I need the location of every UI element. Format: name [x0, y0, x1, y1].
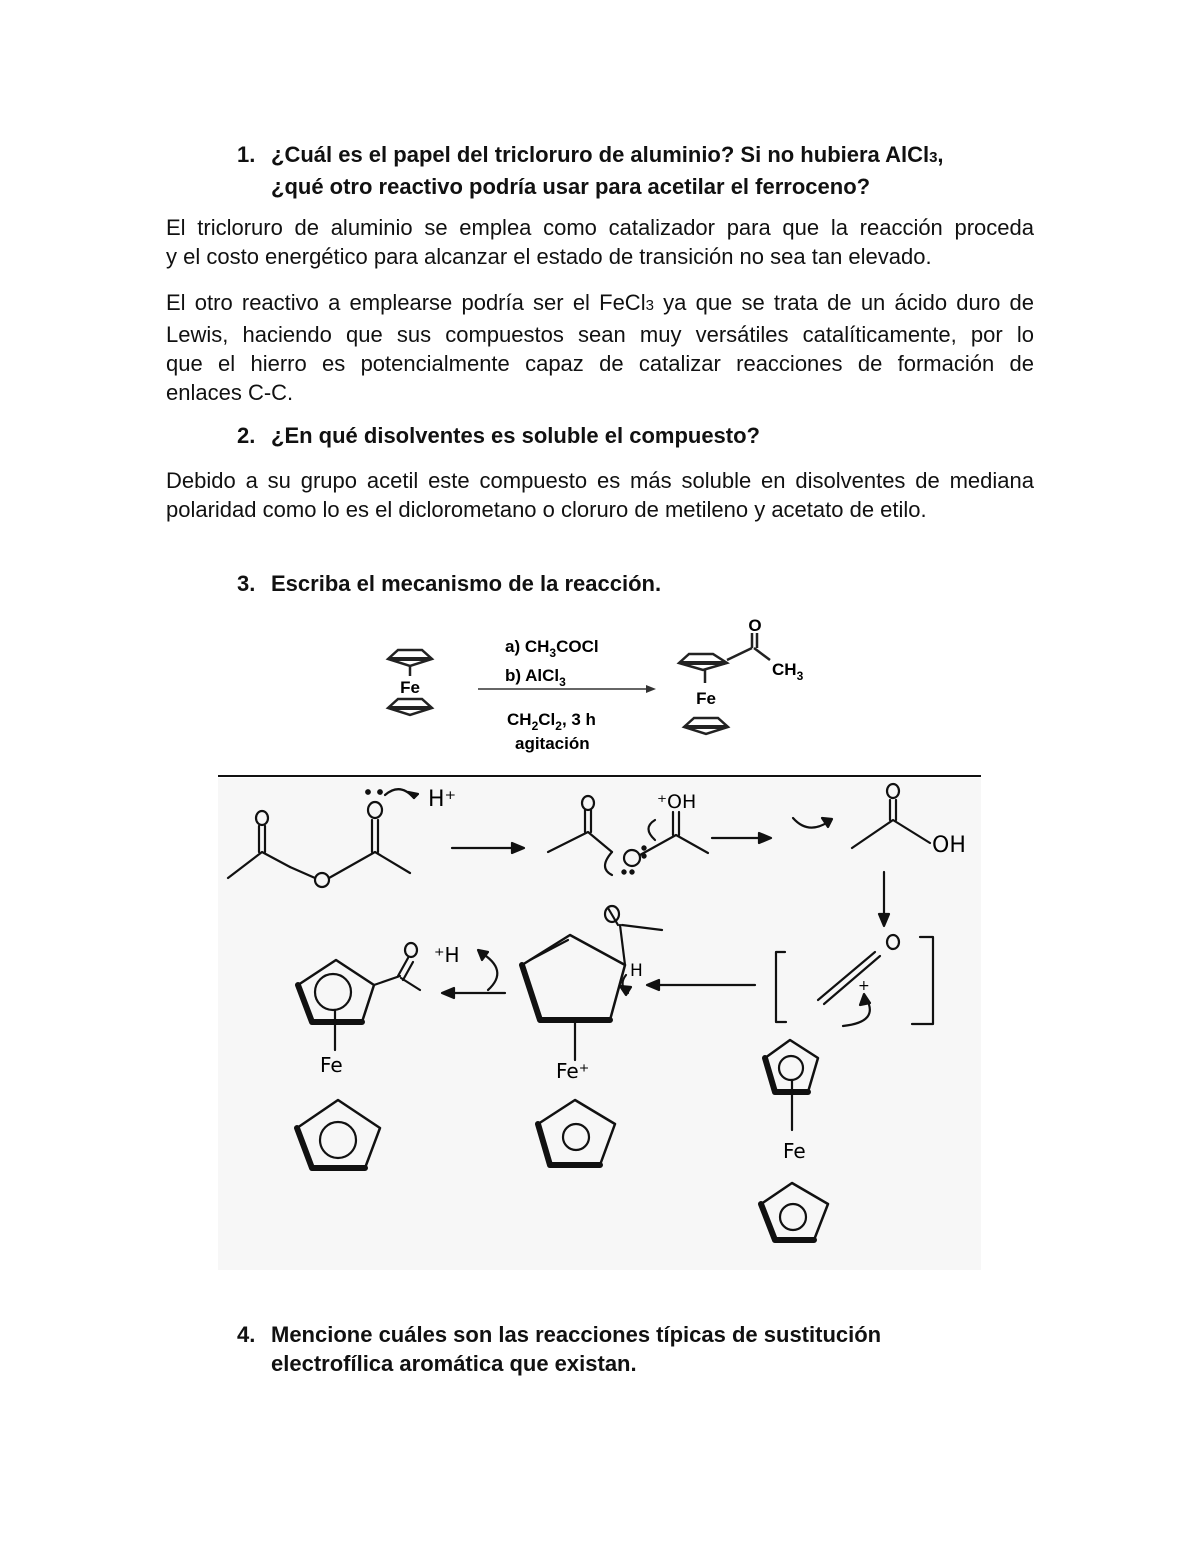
- answer-line: enlaces C-C.: [166, 380, 294, 405]
- reagent-a: a) $CH_3COCl$: [505, 637, 599, 660]
- answer-1-paragraph-2: [166, 288, 1034, 407]
- mechanism-drawing: [218, 778, 981, 1270]
- question-text-line2: ¿qué otro reactivo podría usar para acetilar el ferroceno?: [271, 174, 871, 199]
- question-4: [237, 1320, 881, 1378]
- answer-2: [166, 466, 1034, 524]
- question-text: Escriba el mecanismo de la reacción.: [271, 571, 662, 596]
- answer-1-paragraph-1: [166, 213, 1034, 271]
- subscript: 3: [929, 149, 938, 166]
- fe-label-handwritten-2: Fe: [783, 1139, 806, 1163]
- reaction-arrowhead: [646, 685, 656, 693]
- product-fe-label: Fe: [696, 689, 716, 708]
- oh-plus-label: ⁺OH: [657, 791, 697, 813]
- product-methyl: $CH_3$: [772, 660, 804, 683]
- condition-solvent: $CH_2Cl_2$, 3 h: [507, 710, 596, 733]
- question-number: 1.: [237, 142, 256, 167]
- question-text: ¿Cuál es el papel del tricloruro de aluminio? Si no hubiera AlCl: [271, 142, 930, 167]
- question-number: 3.: [237, 571, 256, 596]
- fe-label-handwritten: Fe: [320, 1053, 343, 1077]
- question-text-end: ,: [937, 142, 944, 167]
- reaction-scheme: [0, 600, 1200, 780]
- h-plus-label-2: ⁺H: [434, 943, 460, 967]
- answer-line: [166, 288, 1034, 320]
- product-oxygen: O: [748, 616, 762, 635]
- acetylferrocene-product: [679, 633, 770, 734]
- answer-line: Lewis, haciendo que sus compuestos sean muy versátiles catalíticamente, por lo: [166, 322, 1034, 347]
- answer-line: que el hierro es potencialmente capaz de catalizar reacciones de formación de: [166, 351, 1034, 376]
- oh-label: OH: [932, 833, 966, 858]
- question-2: [237, 421, 760, 450]
- h-plus-label: H⁺: [428, 787, 457, 812]
- answer-text: El otro reactivo a emplearse podría ser el FeCl: [166, 290, 646, 315]
- h-label: H: [630, 961, 643, 981]
- question-number: 4.: [237, 1322, 256, 1347]
- question-number: 2.: [237, 423, 256, 448]
- answer-line: polaridad como lo es el diclorometano o cloruro de metileno y acetato de etilo.: [166, 497, 927, 522]
- condition-agitation: agitación: [515, 734, 590, 753]
- answer-line: y el costo energético para alcanzar el estado de transición no sea tan elevado.: [166, 244, 932, 269]
- fe-label: Fe: [400, 678, 420, 697]
- answer-line: Debido a su grupo acetil este compuesto es más soluble en disolventes de mediana: [166, 468, 1034, 493]
- question-3: [237, 569, 661, 598]
- question-1: [237, 140, 944, 201]
- plus-charge: +: [858, 978, 870, 994]
- question-text: Mencione cuáles son las reacciones típicas de sustitución: [271, 1322, 882, 1347]
- divider: [218, 775, 981, 777]
- question-text: ¿En qué disolventes es soluble el compuesto?: [271, 423, 760, 448]
- question-text-line2: electrofílica aromática que existan.: [271, 1351, 637, 1376]
- subscript: 3: [645, 297, 654, 314]
- answer-text: ya que se trata de un ácido duro de: [653, 290, 1034, 315]
- answer-line: El tricloruro de aluminio se emplea como catalizador para que la reacción proceda: [166, 215, 1034, 240]
- fe-plus-label: Fe⁺: [556, 1059, 590, 1083]
- reagent-b: b) AlCl$_3$: [505, 666, 566, 689]
